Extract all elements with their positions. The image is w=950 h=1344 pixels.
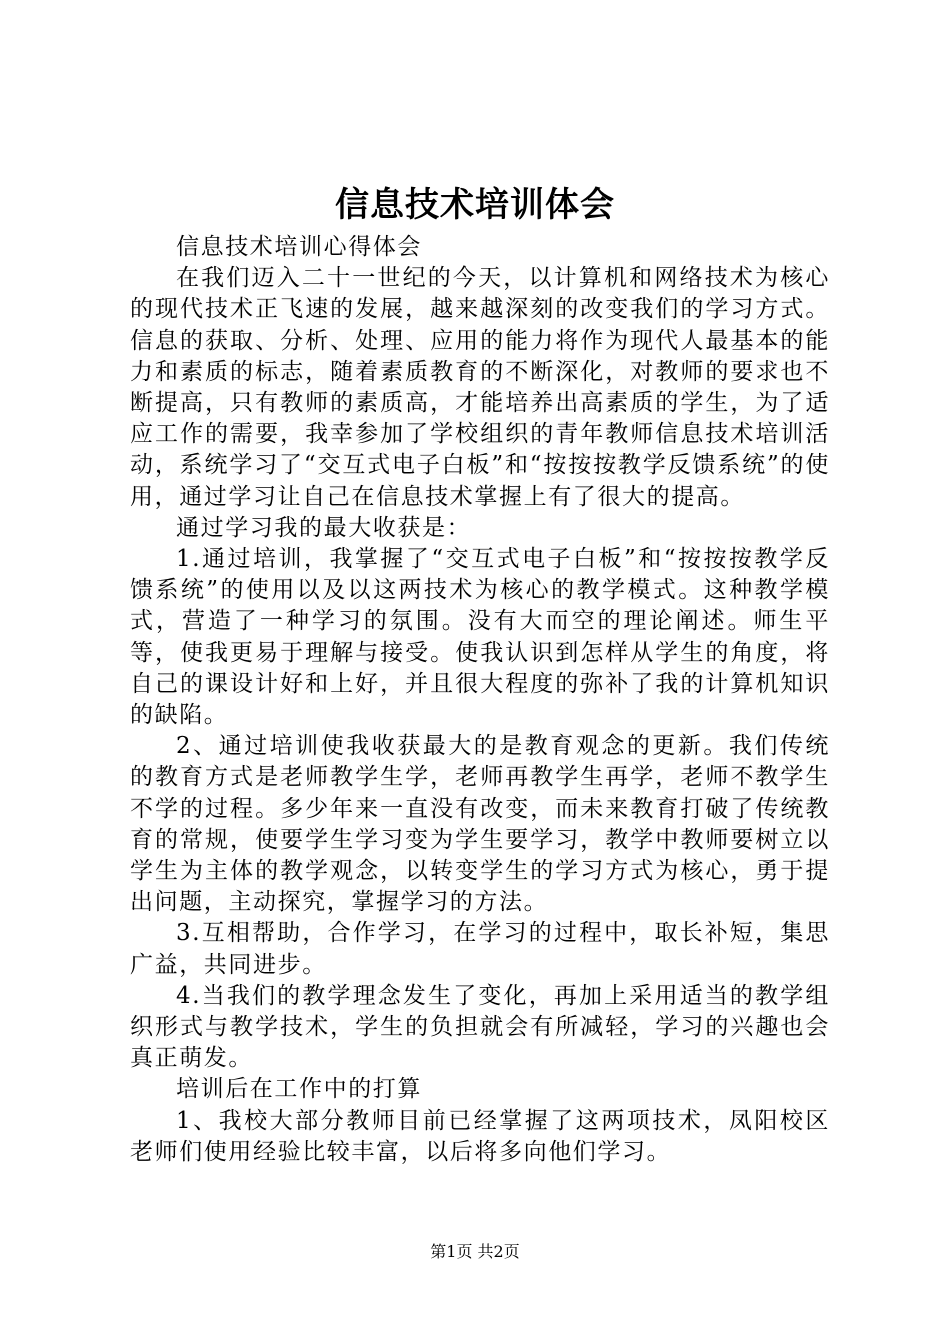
gain-item-1: 1.通过培训，我掌握了“交互式电子白板”和“按按按教学反馈系统”的使用以及以这两技术为核心的教学模式。这种教学模式，营造了一种学习的氛围。没有大而空的理论阐述。师生平等，使我更易于理解与接受。使我认识到怎样从学生的角度，将自己的课设计好和上好，并且很大程度的弥补了我的计算机知识的缺陷。 <box>130 546 830 729</box>
intro-paragraph: 在我们迈入二十一世纪的今天，以计算机和网络技术为核心的现代技术正飞速的发展，越来越深刻的改变我们的学习方式。信息的获取、分析、处理、应用的能力将作为现代人最基本的能力和素质的标志，随着素质教育的不断深化，对教师的要求也不断提高，只有教师的素质高，才能培养出高素质的学生，为了适应工作的需要，我幸参加了学校组织的青年教师信息技术培训活动，系统学习了“交互式电子白板”和“按按按教学反馈系统”的使用，通过学习让自己在信息技术掌握上有了很大的提高。 <box>130 265 830 510</box>
document-body <box>130 232 830 1168</box>
gain-item-2: 2、通过培训使我收获最大的是教育观念的更新。我们传统的教育方式是老师教学生学，老师再教学生再学，老师不教学生不学的过程。多少年来一直没有改变，而未来教育打破了传统教育的常规，使要学生学习变为学生要学习，教学中教师要树立以学生为主体的教学观念，以转变学生的学习方式为核心，勇于提出问题，主动探究，掌握学习的方法。 <box>130 733 830 916</box>
plan-heading: 培训后在工作中的打算 <box>176 1076 422 1103</box>
plan-item-1: 1、我校大部分教师目前已经掌握了这两项技术，凤阳校区老师们使用经验比较丰富，以后将多向他们学习。 <box>130 1107 830 1165</box>
gain-item-4: 4.当我们的教学理念发生了变化，再加上采用适当的教学组织形式与教学技术，学生的负担就会有所减轻，学习的兴趣也会真正萌发。 <box>130 982 830 1072</box>
page-number-footer: 第1页 共2页 <box>430 1242 520 1261</box>
gain-item-3: 3.互相帮助，合作学习，在学习的过程中，取长补短，集思广益，共同进步。 <box>130 920 830 978</box>
gains-heading: 通过学习我的最大收获是： <box>176 514 472 541</box>
subtitle-paragraph: 信息技术培训心得体会 <box>176 234 422 260</box>
document-title: 信息技术培训体会 <box>335 185 615 225</box>
